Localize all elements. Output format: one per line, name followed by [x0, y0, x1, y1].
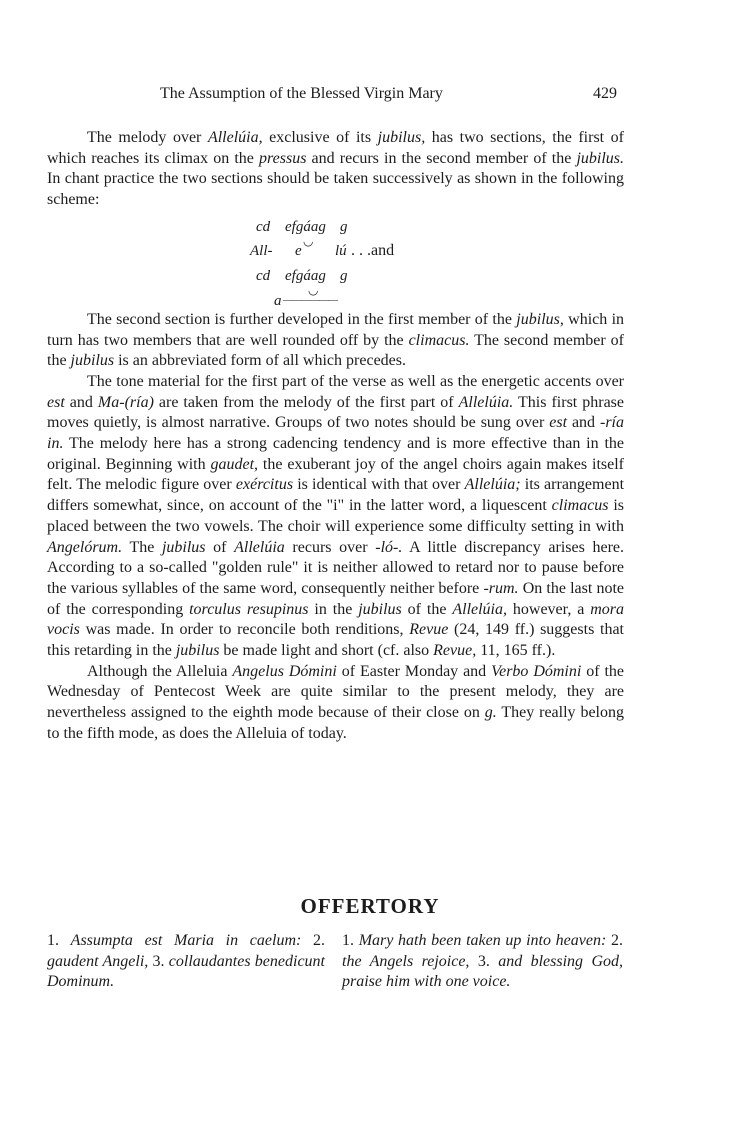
scheme-note-efgaag: efgáag: [285, 267, 326, 284]
scheme-slur-mark: ◡: [308, 282, 319, 297]
paragraph-second-section: The second section is further developed in the first member of the jubilus, which in turn has two members that are well rounded off by the climacus. The second member of the jubilus is an abbreviated form of all which precedes.: [47, 310, 625, 370]
page-number: 429: [593, 85, 617, 102]
paragraph-melody-sections: The melody over Allelúia, exclusive of its jubilus, has two sections, the first of which reaches its climax on the pressus and recurs in the second member of the jubilus. In chant practice the two sections should be taken successively as shown in the following scheme:: [47, 129, 625, 209]
scheme-syllable-lu: lú: [335, 242, 347, 259]
offertory-latin-text: 1. Assumpta est Maria in caelum: 2. gaudent Angeli, 3. collaudantes benedicunt Dominum.: [47, 932, 325, 991]
scheme-note-cd: cd: [256, 218, 271, 235]
scheme-note-cd: cd: [256, 267, 271, 284]
melody-scheme: [47, 211, 624, 310]
paragraph-mode-comparison: Although the Alleluia Angelus Dómini of Easter Monday and Verbo Dómini of the Wednesday of Pentecost Week are quite similar to the present melody, they are nevertheless assigned to the eighth mode because of their close on g. They really belong to the fifth mode, as does the Alleluia of today.: [47, 662, 625, 742]
scheme-slur-mark: ◡: [303, 233, 314, 248]
scheme-dash-line: ——————: [283, 294, 337, 306]
scheme-syllable-e: e: [295, 242, 302, 259]
scheme-note-g: g: [340, 218, 348, 235]
running-header-title: The Assumption of the Blessed Virgin Mary: [160, 85, 443, 102]
scheme-note-g: g: [340, 267, 348, 284]
scheme-syllable-all: All-: [250, 242, 273, 259]
paragraph-tone-material: The tone material for the first part of the verse as well as the energetic accents over est and Ma-(ría) are taken from the melody of the first part of Allelúia. This first phrase moves quietly, is almost narrative. Groups of two notes should be sung over est and -ría in. The melody here has a strong cadencing tendency and is more effective than in the original. Beginning with gaudet, the exuberant joy of the angel choirs again makes itself felt. The melodic figure over exércitus is identical with that over Allelúia; its arrangement differs somewhat, since, on account of the "i" in the latter word, a liquescent climacus is placed between the two vowels. The choir will experience some difficulty setting in with Angelórum. The jubilus of Allelúia recurs over -ló-. A little discrepancy arises here. According to a so-called "golden rule" it is neither allowed to retard nor to pause before the various syllables of the same word, consequently neither before -rum. On the last note of the corresponding torculus resupinus in the jubilus of the Allelúia, however, a mora vocis was made. In order to reconcile both renditions, Revue (24, 149 ff.) suggests that this retarding in the jubilus be made light and short (cf. also Revue, 11, 165 ff.).: [47, 372, 625, 660]
body-text: [47, 128, 624, 745]
scheme-and: . . .and: [351, 241, 395, 259]
scheme-note-efgaag: efgáag: [285, 218, 326, 235]
offertory-heading: OFFERTORY: [300, 894, 440, 918]
offertory-english-text: 1. Mary hath been taken up into heaven: 2. the Angels rejoice, 3. and blessing God, praise him with one voice.: [342, 932, 624, 991]
scheme-syllable-a: a: [274, 292, 282, 309]
